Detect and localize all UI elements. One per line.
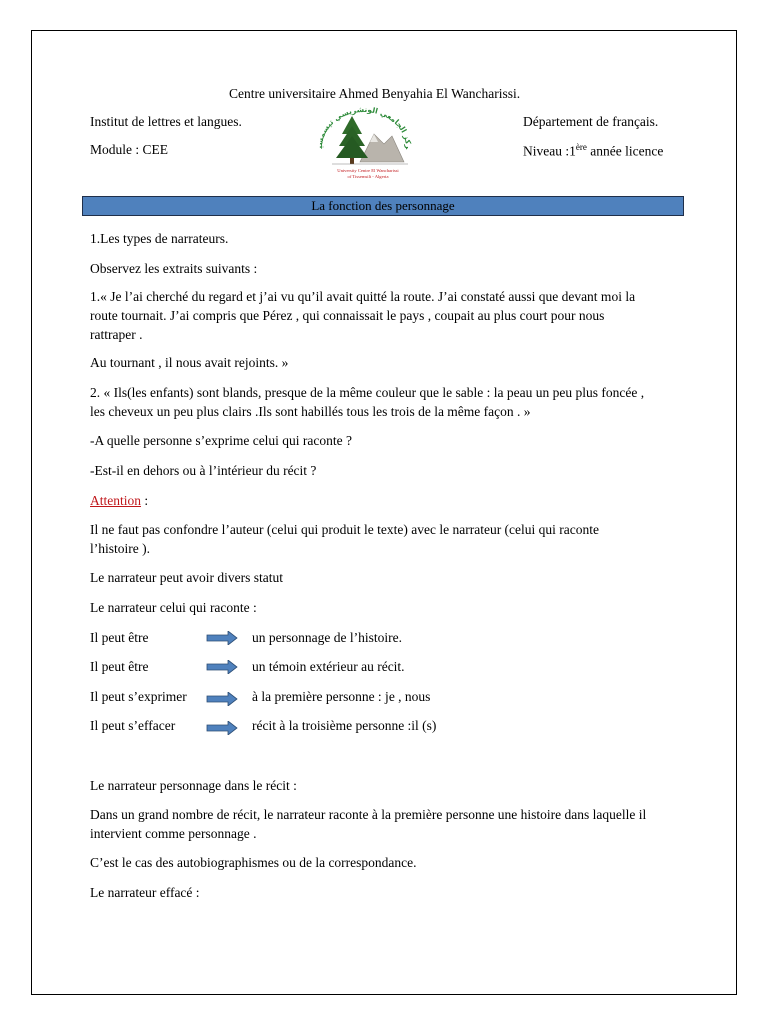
autobiographismes-line: C’est le cas des autobiographismes ou de la correspondance. bbox=[90, 855, 417, 870]
question-2: -Est-il en dehors ou à l’intérieur du récit ? bbox=[90, 463, 317, 478]
row-3-right: à la première personne : je , nous bbox=[252, 689, 431, 704]
module-label: Module : CEE bbox=[90, 142, 168, 157]
attention-word: Attention bbox=[90, 493, 141, 508]
observe-instruction: Observez les extraits suivants : bbox=[90, 261, 258, 276]
personnage-line1: Dans un grand nombre de récit, le narrateur raconte à la première personne une histoire dans laquelle il bbox=[90, 807, 647, 822]
warning-line2: l’histoire ). bbox=[90, 541, 150, 556]
level-sup: ère bbox=[575, 142, 587, 152]
row-1-right: un personnage de l’histoire. bbox=[252, 630, 402, 645]
extract2-line2: les cheveux un peu plus clairs .Ils sont habillés tous les trois de la même façon . » bbox=[90, 404, 531, 419]
logo-arc-text: ركز الجامعي الونشريسي تيسمسي bbox=[314, 104, 414, 150]
attention-heading bbox=[90, 492, 148, 510]
narrateur-personnage-title: Le narrateur personnage dans le récit : bbox=[90, 778, 297, 793]
extract1-line3: rattraper . bbox=[90, 327, 143, 342]
warning-line1: Il ne faut pas confondre l’auteur (celui qui produit le texte) avec le narrateur (celui qui raconte bbox=[90, 522, 600, 537]
statut-line: Le narrateur peut avoir divers statut bbox=[90, 570, 284, 585]
row-1-left: Il peut être bbox=[90, 630, 149, 645]
extract1-line1: 1.« Je l’ai cherché du regard et j’ai vu qu’il avait quitté la route. J’ai constaté aussi que devant moi la bbox=[90, 289, 636, 304]
personnage-line2: intervient comme personnage . bbox=[90, 826, 257, 841]
narrateur-efface-title: Le narrateur effacé : bbox=[90, 885, 200, 900]
level-prefix: Niveau :1 bbox=[523, 143, 576, 159]
level-suffix: année licence bbox=[586, 143, 664, 159]
arrow-right-icon bbox=[206, 660, 238, 674]
university-logo bbox=[312, 104, 416, 184]
question-1: -A quelle personne s’exprime celui qui raconte ? bbox=[90, 433, 353, 448]
extract1-line2: route tournait. J’ai compris que Pérez , qui connaissait le pays , coupait au plus court pour nous bbox=[90, 308, 605, 323]
row-4-right: récit à la troisième personne :il (s) bbox=[252, 718, 437, 733]
arrow-right-icon bbox=[206, 631, 238, 645]
celui-line: Le narrateur celui qui raconte : bbox=[90, 600, 257, 615]
arrow-right-icon bbox=[206, 721, 238, 735]
row-3-left: Il peut s’exprimer bbox=[90, 689, 187, 704]
department-label: Département de français. bbox=[523, 114, 659, 129]
extract2-line1: 2. « Ils(les enfants) sont blands, presque de la même couleur que le sable : la peau un peu plus foncée , bbox=[90, 385, 645, 400]
institution-title: Centre universitaire Ahmed Benyahia El Wancharissi. bbox=[229, 86, 521, 101]
row-4-left: Il peut s’effacer bbox=[90, 718, 176, 733]
institute-label: Institut de lettres et langues. bbox=[90, 114, 242, 129]
arrow-right-icon bbox=[206, 692, 238, 706]
extract1-end: Au tournant , il nous avait rejoints. » bbox=[90, 355, 289, 370]
logo-caption-2: of Tissemsilt - Algeria bbox=[347, 174, 389, 179]
row-2-left: Il peut être bbox=[90, 659, 149, 674]
level-label bbox=[523, 142, 663, 160]
attention-colon: : bbox=[141, 493, 149, 508]
logo-caption-1: University Centre El Wancharissi bbox=[337, 168, 399, 173]
row-2-right: un témoin extérieur au récit. bbox=[252, 659, 405, 674]
section-title-types: 1.Les types de narrateurs. bbox=[90, 231, 229, 246]
title-banner: La fonction des personnage bbox=[82, 196, 684, 216]
